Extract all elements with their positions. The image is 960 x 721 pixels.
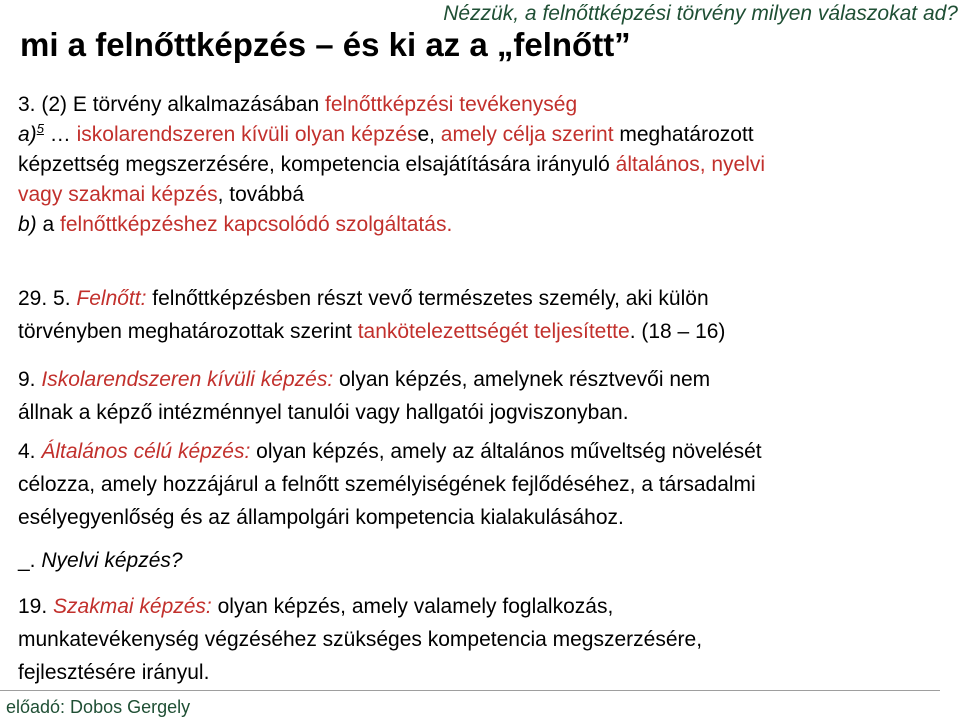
definition-text: törvényben meghatározottak szerint	[18, 320, 358, 343]
non-school-line-1	[18, 363, 948, 396]
adult-line-1	[18, 282, 948, 315]
footer-presenter: előadó: Dobos Gergely	[6, 697, 191, 717]
highlight-term: felnőttképzési tevékenység	[324, 93, 578, 116]
defined-term: Felnőtt:	[76, 287, 147, 310]
definition-text: olyan képzés, amely az általános műveltség növelését	[250, 440, 762, 463]
law-line-text: , továbbá	[217, 183, 304, 206]
law-line-text: képzettség megszerzésére, kompetencia elsajátítására irányuló	[18, 153, 616, 176]
paragraph-number: 4.	[18, 440, 42, 463]
general-line-2: célozza, amely hozzájárul a felnőtt személyiségének fejlődéséhez, a társadalmi	[18, 473, 756, 496]
general-training-block	[18, 435, 948, 534]
law-line-4	[18, 180, 948, 210]
law-line-5	[18, 210, 948, 240]
ellipsis-text: …	[43, 123, 77, 146]
footnote-link[interactable]: 5	[36, 121, 44, 136]
general-line-1	[18, 435, 948, 468]
definition-text: olyan képzés, amelynek résztvevői nem	[333, 368, 711, 391]
law-definition-block	[18, 90, 948, 240]
vocational-line-1	[18, 590, 948, 623]
definition-text: . (18 – 16)	[629, 320, 726, 343]
adult-definition-block	[18, 282, 948, 348]
law-line-3	[18, 150, 948, 180]
item-marker: b)	[18, 213, 43, 236]
slide-title: mi a felnőttképzés – és ki az a „felnőtt”	[20, 26, 631, 63]
non-school-line-2: állnak a képző intézménnyel tanulói vagy hallgatói jogviszonyban.	[18, 401, 629, 424]
language-line-1	[18, 546, 948, 576]
paragraph-number: 9.	[18, 368, 42, 391]
vocational-line-3: fejlesztésére irányul.	[18, 661, 210, 684]
language-training-block	[18, 546, 948, 576]
paragraph-number: 29. 5.	[18, 287, 77, 310]
highlight-term: általános, nyelvi	[615, 153, 766, 176]
paragraph-number: 19.	[18, 595, 54, 618]
defined-term: Iskolarendszeren kívüli képzés:	[41, 368, 334, 391]
highlight-term: vagy szakmai képzés	[18, 183, 218, 206]
top-note: Nézzük, a felnőttképzési törvény milyen válaszokat ad?	[443, 2, 958, 25]
highlight-term: iskolarendszeren kívüli olyan képzés	[76, 123, 418, 146]
definition-text: felnőttképzésben részt vevő természetes személy, aki külön	[146, 287, 709, 310]
law-line-text: e,	[417, 123, 441, 146]
law-line-text: a	[42, 213, 61, 236]
paragraph-number: _.	[18, 549, 42, 572]
vocational-line-2: munkatevékenység végzéséhez szükséges kompetencia megszerzésére,	[18, 628, 703, 651]
defined-term: Nyelvi képzés?	[41, 549, 183, 572]
defined-term: Szakmai képzés:	[53, 595, 212, 618]
highlight-term: tankötelezettségét teljesítette	[357, 320, 630, 343]
adult-line-2	[18, 315, 948, 348]
item-marker: a)	[18, 123, 37, 146]
non-school-training-block	[18, 363, 948, 429]
general-line-3: esélyegyenlőség és az állampolgári kompetencia kialakulásához.	[18, 506, 624, 529]
vocational-training-block	[18, 590, 948, 689]
law-line-2	[18, 120, 948, 150]
definition-text: olyan képzés, amely valamely foglalkozás,	[211, 595, 614, 618]
law-line-1	[18, 90, 948, 120]
highlight-term: amely célja szerint	[440, 123, 614, 146]
law-line-text: 3. (2) E törvény alkalmazásában	[18, 93, 325, 116]
footer-divider	[0, 690, 940, 691]
defined-term: Általános célú képzés:	[41, 440, 251, 463]
highlight-term: felnőttképzéshez kapcsolódó szolgáltatás.	[60, 213, 453, 236]
law-line-text: meghatározott	[613, 123, 754, 146]
